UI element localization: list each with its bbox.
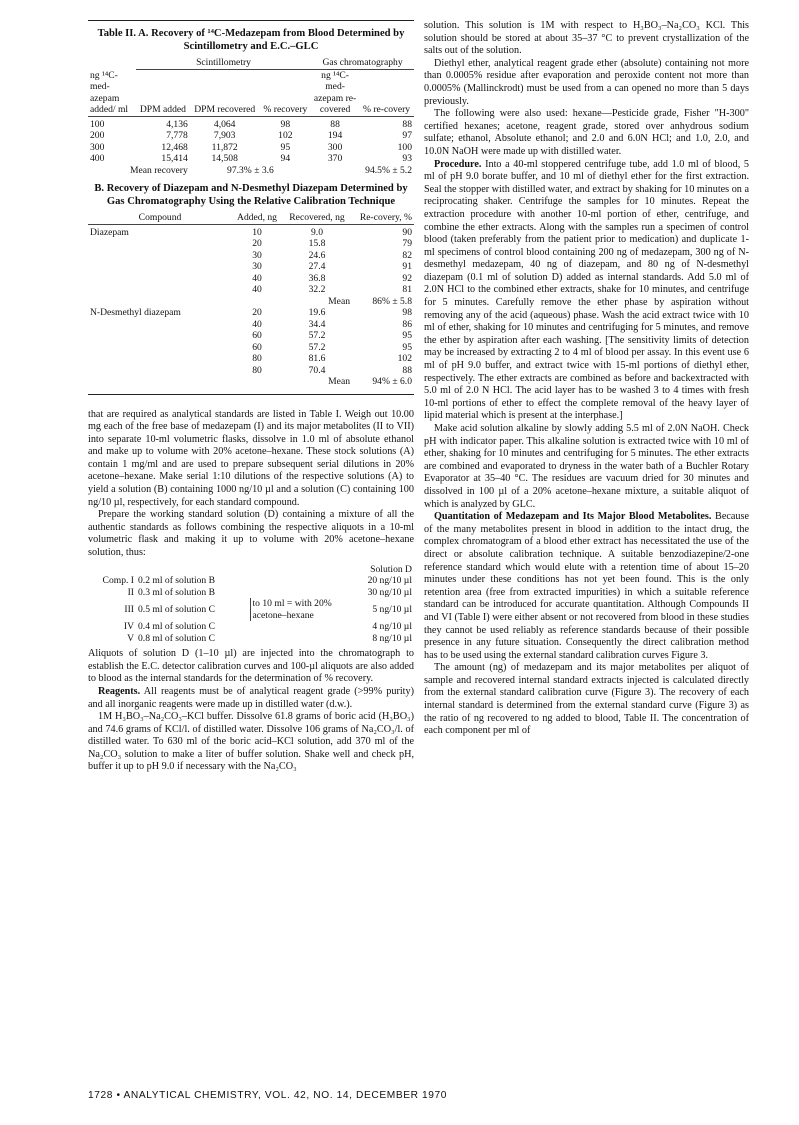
cell-rec: 70.4 <box>308 364 326 376</box>
paragraph: 1M H₃BO₃–Na₂CO₃–KCl buffer. Dissolve 61.8 grams of boric acid (H₃BO₃) and 74.6 grams of KCl/l. of distilled water. Dissolve 106 grams of Na₂CO₃/l. of distilled water. To 630 ml of the boric acid–KCl solution, add 370 ml of the Na₂CO₃ solution to make a liter of buffer solution. Shake well and check pH, buffer it up to pH 9.0 if necessary with the Na₂CO₃ <box>88 711 414 773</box>
section-heading: Reagents. <box>98 685 141 697</box>
cell-rec: 27.4 <box>308 261 326 272</box>
cell-pct: 92 <box>402 272 412 284</box>
table-row: III 0.5 ml of solution C to 10 ml = with 20% acetone–hexane 5 ng/10 µl <box>124 598 412 621</box>
paragraph: that are required as analytical standards are listed in Table I. Weigh out 10.00 mg each of the free base of medazepam (I) and its major metabolites (II to VII) into separate 10-ml volumetric flasks, dissolve in 1.0 ml of absolute ethanol and make up to volume with 20% acetone–hexane. These stock solutions (A) contain 1 mg/ml and are used to prepare subsequent serial dilutions in 20% acetone–hexane. Make serial 1:10 dilutions of the respective solutions (A) to yield a solution (B) containing 1000 ng/10 µl and a solution (C) containing 100 ng/10 µl, respectively, for each standard compound. <box>88 408 414 508</box>
cell-rec: 34.4 <box>308 318 326 330</box>
paragraph: All reagents must be of analytical reagent grade (>99% purity) and all inorganic reagents were made up in distilled water (d.w.). <box>88 685 414 710</box>
cell-compound <box>88 250 232 262</box>
cell-pct: 88 <box>402 364 412 376</box>
table-row: IV 0.4 ml of solution C 4 ng/10 µl <box>123 621 412 633</box>
cell-added: 60 <box>252 330 262 341</box>
cell-added: 40 <box>252 272 262 284</box>
cell-rec: 57.2 <box>308 330 326 341</box>
mean-label: Mean recovery <box>130 164 188 176</box>
cell-pct: 86% ± 5.8 <box>372 295 412 307</box>
hdr-compound: Compound <box>138 212 182 223</box>
solution-d-table <box>88 564 414 645</box>
cell-rec: 24.6 <box>308 249 326 261</box>
table-row <box>88 250 414 262</box>
table-row <box>88 342 414 354</box>
table-row: 400 15,414 14,508 94 370 93 <box>90 153 412 164</box>
table-row <box>88 273 414 285</box>
table-2a <box>88 57 414 176</box>
table-row <box>88 261 414 273</box>
hdr-added: Added, ng <box>237 212 277 223</box>
cell-pct: 98 <box>402 307 412 318</box>
table-row <box>88 330 414 342</box>
hdr-gas-chromatography: Gas chromatography <box>311 57 414 69</box>
table-2b-title: B. Recovery of Diazepam and N-Desmethyl Diazepam Determined by Gas Chromatography Using the Relative Calibration Technique <box>94 183 408 207</box>
table-row <box>88 353 414 365</box>
hdr-pct-recovery: % recovery <box>263 104 308 115</box>
right-column <box>424 20 749 738</box>
cell-rec: 19.6 <box>308 307 326 318</box>
cell-pct: 82 <box>402 249 412 261</box>
cell-rec: 32.2 <box>308 284 326 295</box>
mean-gas: 94.5% ± 5.2 <box>365 164 412 176</box>
cell-rec: 9.0 <box>311 226 323 238</box>
hdr-recovered: Recovered, ng <box>289 212 345 223</box>
cell-added: 40 <box>252 318 262 330</box>
cell-compound <box>88 376 232 388</box>
table-row <box>88 365 414 377</box>
cell-compound <box>88 330 232 342</box>
cell-rec: Mean <box>328 376 350 387</box>
hdr-pct-recovery-gas: % re-covery <box>362 104 411 115</box>
table-row: 300 12,468 11,872 95 300 100 <box>90 141 412 153</box>
cell-rec: 81.6 <box>308 353 326 364</box>
cell-pct: 86 <box>402 318 412 330</box>
cell-added: 60 <box>252 341 262 353</box>
paragraph: Into a 40-ml stoppered centrifuge tube, add 1.0 ml of blood, 5 ml of pH 9.0 borate buffer, and 10 ml of diethyl ether for the first extraction. Seal the stopper with distilled water, and extract by shaking for 10 minutes on a reciprocating shaker. Centrifuge the samples for 10 minutes. Repeat the extraction procedure with another 10-ml portion of ether, centrifuge, and combine the ether extracts. Along with the samples run a specimen of control blood (taken preferably from the patient prior to medication) and duplicate 1-ml specimens of control blood containing 200 ng of medazepam, 300 ng of N-desmethyl medazepam, 40 ng of diazepam, and 80 ng of N-desmethyl diazepam (0.1 ml of solution D) added as internal standards. Add 5.0 ml of 2.0N HCl to the combined ether extracts, shake for 10 minutes, and centrifuge for 5 minutes. Carefully remove the ether phase by aspiration without removing any of the acid (aqueous) phase. Wash the acid extract twice with 10 ml of ether, shaking for 10 minutes and centrifuging for 5 minutes, and remove the ether by aspiration after each washing. [The sensitivity limits of detection may be increased by extracting 2 to 4 ml of blood per assay. In this event use 6 ml of pH 9.0 buffer, and extract twice with 15-ml portions of diethyl ether, respectively. The ether extracts are combined as before and backextracted with 5.0 ml of 2.0 N HCl. The acid layer has to be washed 3 to 4 times with fresh 10-ml portions of ether to effect the complete removal of the heavy layer of lipid material which is present at the interphase.] <box>424 158 749 422</box>
table-row: 200 7,778 7,903 102 194 97 <box>90 130 412 141</box>
hdr-ng-medazepam: ng ¹⁴C-med-azepam added/ ml <box>90 69 129 115</box>
table-row: Comp. I 0.2 ml of solution B 20 ng/10 µl <box>102 575 412 587</box>
solution-d-header: Solution D <box>370 563 412 575</box>
cell-rec: 15.8 <box>308 238 326 249</box>
hdr-recovery: Re-covery, % <box>359 212 412 223</box>
paragraph: Prepare the working standard solution (D) containing a mixture of all the authentic standards as follows combining the respective aliquots in a 10-ml volumetric flask and making it up to volume with 20% acetone–hexane solution, thus: <box>88 509 414 559</box>
cell-compound <box>88 296 232 308</box>
left-column <box>88 20 414 774</box>
mean-row <box>88 165 414 177</box>
cell-added: 80 <box>252 353 262 364</box>
cell-added <box>232 296 282 308</box>
cell-compound: N-Desmethyl diazepam <box>90 307 181 318</box>
cell-compound: Diazepam <box>90 226 129 238</box>
table-row: 100 4,136 4,064 98 88 88 <box>90 118 412 130</box>
hdr-scintillometry: Scintillometry <box>136 57 311 69</box>
cell-compound <box>88 365 232 377</box>
mean-row <box>88 296 414 308</box>
cell-added: 30 <box>252 249 262 261</box>
hdr-dpm-recovered: DPM recovered <box>194 104 256 115</box>
cell-compound <box>88 261 232 273</box>
mean-row <box>88 376 414 388</box>
cell-pct: 90 <box>402 226 412 238</box>
paragraph: Make acid solution alkaline by slowly adding 5.5 ml of 2.0N NaOH. Check pH with indicator paper. This alkaline solution is extracted twice with 10 ml of ether, shaking for 10 minutes and centrifuging for 5 minutes. The ether extracts are combined and evaporated to dryness in the water bath of a Buchler Rotary Evaporator at 35–40 °C. The residues are vacuum dried for 30 minutes and dissolved in 100 µl of a 20% acetone–hexane mixture, a suitable aliquot of which is analyzed by GLC. <box>424 423 749 510</box>
cell-pct: 102 <box>397 353 412 364</box>
cell-pct: 94% ± 6.0 <box>372 376 412 387</box>
table-2b <box>88 212 414 388</box>
cell-added: 20 <box>252 238 262 249</box>
cell-compound <box>88 238 232 250</box>
cell-compound <box>88 319 232 331</box>
table-row <box>88 307 414 319</box>
cell-added: 30 <box>252 261 262 272</box>
page-footer: 1728 • ANALYTICAL CHEMISTRY, VOL. 42, NO. 14, DECEMBER 1970 <box>88 1090 448 1101</box>
cell-rec: 36.8 <box>308 272 326 284</box>
cell-compound <box>88 284 232 296</box>
section-heading: Quantitation of Medazepam and Its Major Blood Metabolites. <box>434 511 712 523</box>
table-row: II 0.3 ml of solution B 30 ng/10 µl <box>127 586 412 598</box>
paragraph: Diethyl ether, analytical reagent grade ether (absolute) containing not more than 0.0005% residue after evaporation and peroxide content not more than 0.0005% (Mallinckrodt) must be used from a can opened no more than 5 days previously. <box>424 57 749 107</box>
cell-added: 80 <box>252 364 262 376</box>
cell-pct: 91 <box>402 261 412 272</box>
hdr-dpm-added: DPM added <box>139 104 186 115</box>
cell-rec: Mean <box>328 295 350 307</box>
mean-scint: 97.3% ± 3.6 <box>227 164 274 176</box>
paragraph: solution. This solution is 1M with respect to H₃BO₃–Na₂CO₃ KCl. This solution should be stored at about 35–37 °C to prevent crystallization of the salts out of the solution. <box>424 20 749 57</box>
paragraph: Because of the many metabolites present in blood in addition to the intact drug, the complex chromatogram of a blood ether extract has necessitated the use of the direct or absolute calibration technique. A suitable benzodiazepine/2-one reference standard which would elute with a retention time of about 15–20 minutes under these conditions has not yet been found. This is the only retention area (free from extracted impurities) in which a suitable reference standard can be introduced for accurate quantitation. Although Compounds II and VI (Table I) were either absent or not recovered from blood in these studies they cannot be used reliably as reference standards because of their possible presence in any future situation. Consequently the direct calibration method has to be used using the external standard calibration curves Figure 3. <box>424 511 749 661</box>
cell-pct: 79 <box>402 238 412 249</box>
paragraph: The amount (ng) of medazepam and its major metabolites per aliquot of sample and recovered internal standard extracts injected is calculated directly from the external standard calibration curve (Figure 3). The recovery of each internal standard is determined from the external standard curve (Figure 3) as the ratio of ng recovered to ng added to blood, Table II. The concentration of each component per ml of <box>424 662 749 737</box>
table-row <box>88 284 414 296</box>
section-heading: Procedure. <box>434 158 482 170</box>
cell-added: 40 <box>252 284 262 295</box>
cell-compound <box>88 273 232 285</box>
top-rule <box>88 20 414 21</box>
cell-pct: 95 <box>402 330 412 341</box>
cell-pct: 95 <box>402 341 412 353</box>
table-row <box>88 238 414 250</box>
cell-pct: 81 <box>402 284 412 295</box>
paragraph: Aliquots of solution D (1–10 µl) are injected into the chromatograph to establish the E.C. detector calibration curves and 100-µl aliquots are also added to blood as the internal standards for the determination of % recovery. <box>88 648 414 685</box>
cell-added: 10 <box>252 226 262 238</box>
hdr-ng-recovered: ng ¹⁴C-med-azepam re-covered <box>313 69 357 115</box>
table-2a-title: Table II. A. Recovery of ¹⁴C-Medazepam from Blood Determined by Scintillometry and E.C.–GLC <box>97 28 405 52</box>
table-row <box>88 227 414 239</box>
table-row <box>88 319 414 331</box>
cell-compound <box>88 353 232 365</box>
paragraph: The following were also used: hexane—Pesticide grade, Fisher "H-300" certified hexanes; acetone, reagent grade, stored over anhydrous sodium sulfate; ethanol, Absolute ethanol; and 2.0 and 6.0N HCl; and 1.0, 2.0, and 10.0N NaOH were made up with distilled water. <box>424 108 749 157</box>
cell-rec: 57.2 <box>308 341 326 353</box>
cell-compound <box>88 342 232 354</box>
table-row: V 0.8 ml of solution C 8 ng/10 µl <box>127 632 412 644</box>
cell-added: 20 <box>252 307 262 318</box>
cell-added <box>232 376 282 388</box>
